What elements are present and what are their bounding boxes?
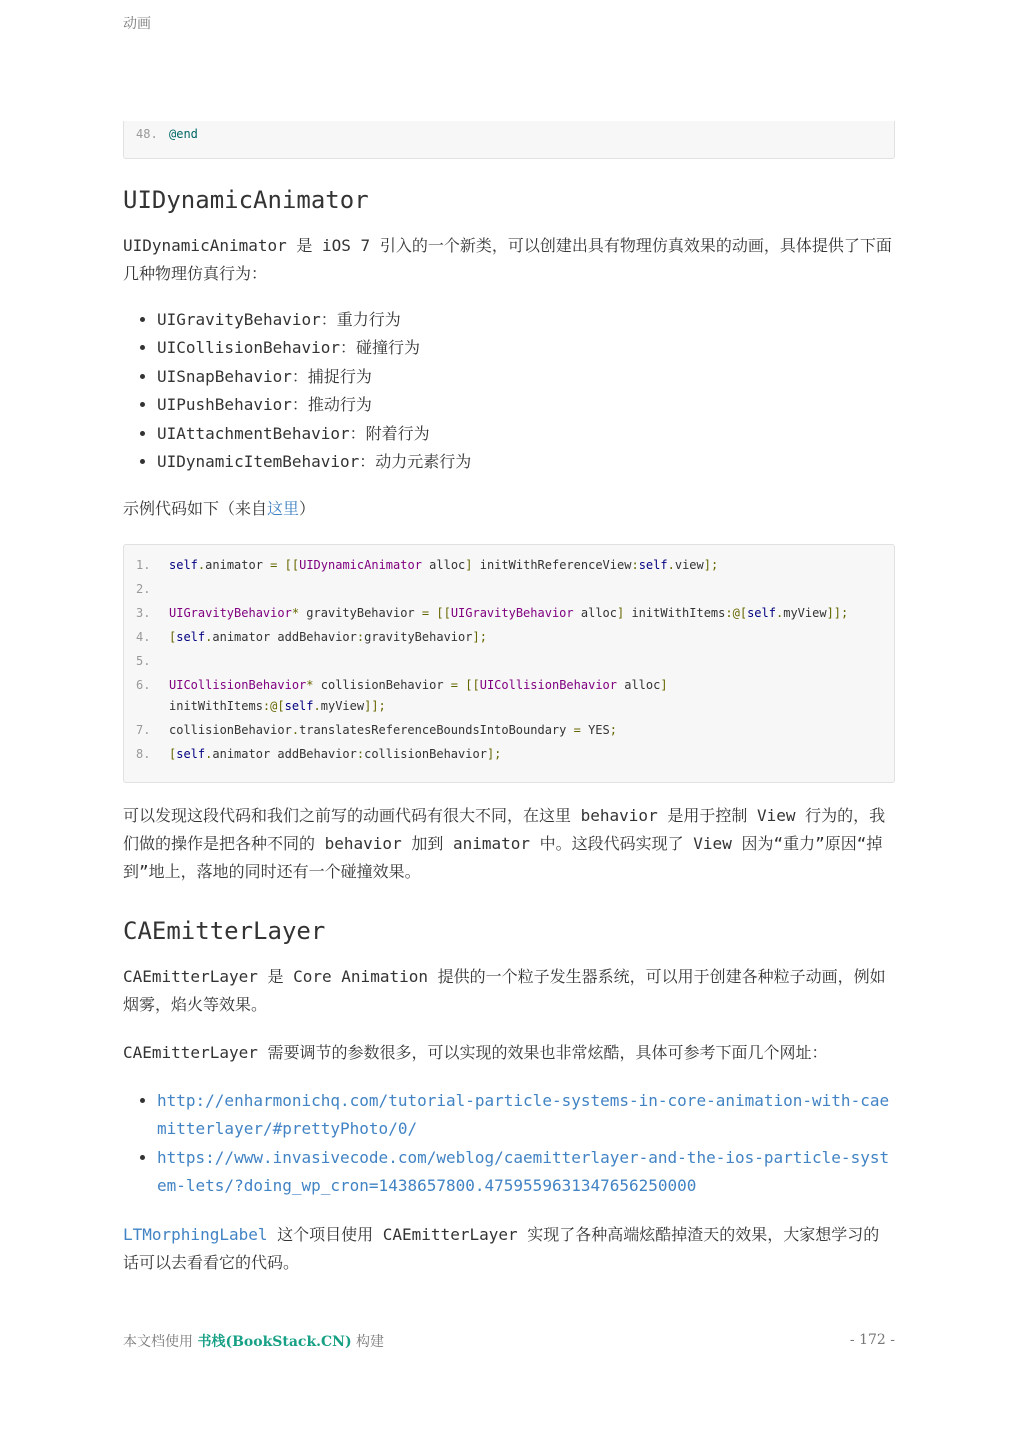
footer-prefix: 本文档使用 xyxy=(123,1334,198,1350)
caemitter-intro-paragraph: CAEmitterLayer 是 Core Animation 提供的一个粒子发生器系统，可以用于创建各种粒子动画，例如烟雾，焰火等效果。 xyxy=(123,966,886,1014)
list-item xyxy=(157,1144,895,1201)
list-item: • UIGravityBehavior：重力行为 xyxy=(157,306,895,334)
reference-link-enharmonichq[interactable]: http://enharmonichq.com/tutorial-particle-systems-in-core-animation-with-caemitterlayer/#prettyPhoto/0/ xyxy=(157,1090,890,1139)
code-block-example xyxy=(123,544,895,783)
project-paragraph xyxy=(123,1221,895,1277)
code-line xyxy=(124,744,894,765)
code-line xyxy=(124,555,894,576)
list-item xyxy=(157,1087,895,1144)
code-line xyxy=(124,675,894,716)
running-header: 动画 xyxy=(123,16,151,32)
caemitter-params-paragraph: CAEmitterLayer 需要调节的参数很多，可以实现的效果也非常炫酷，具体可参考下面几个网址： xyxy=(123,1042,828,1062)
example-paragraph xyxy=(123,495,895,523)
explanation-paragraph: 可以发现这段代码和我们之前写的动画代码有很大不同，在这里 behavior 是用于控制 View 行为的，我们做的操作是把各种不同的 behavior 加到 animator 中。这段代码实现了 View 因为“重力”原因“掉到”地上，落地的同时还有一个碰撞效果。 xyxy=(123,805,886,881)
code-text: UICollisionBehavior* collisionBehavior = [[UICollisionBehavior alloc] initWithItems:@[self.myView]]; xyxy=(169,678,668,713)
code-line xyxy=(124,651,894,672)
bookstack-brand-link[interactable]: 书栈(BookStack.CN) xyxy=(197,1334,352,1350)
intro-paragraph: UIDynamicAnimator 是 iOS 7 引入的一个新类，可以创建出具有物理仿真效果的动画，具体提供了下面几种物理仿真行为： xyxy=(123,236,892,283)
line-number: 8. xyxy=(136,746,151,761)
line-number: 7. xyxy=(136,722,151,737)
code-line xyxy=(124,579,894,600)
code-text xyxy=(169,579,894,600)
code-text xyxy=(169,651,894,672)
example-prefix: 示例代码如下（来自 xyxy=(123,499,268,519)
list-item: • UISnapBehavior：捕捉行为 xyxy=(157,363,895,391)
footer-suffix: 构建 xyxy=(351,1334,385,1350)
line-number: 3. xyxy=(136,606,151,621)
line-number: 48. xyxy=(136,127,158,141)
code-line xyxy=(124,720,894,741)
code-text: UIGravityBehavior* gravityBehavior = [[UIGravityBehavior alloc] initWithItems:@[self.myView]]; xyxy=(169,606,849,621)
list-item: • UIDynamicItemBehavior：动力元素行为 xyxy=(157,448,895,476)
line-number: 6. xyxy=(136,678,151,693)
code-text: self.animator = [[UIDynamicAnimator alloc] initWithReferenceView:self.view]; xyxy=(169,558,719,573)
list-item: • UIAttachmentBehavior：附着行为 xyxy=(157,420,895,448)
project-text: 这个项目使用 CAEmitterLayer 实现了各种高端炫酷掉渣天的效果，大家想学习的话可以去看看它的代码。 xyxy=(123,1224,880,1272)
source-link[interactable]: 这里 xyxy=(267,499,300,519)
code-text: [self.animator addBehavior:collisionBehavior]; xyxy=(169,746,502,761)
line-number: 2. xyxy=(136,582,151,597)
section-heading-caemitterlayer: CAEmitterLayer xyxy=(123,916,326,945)
example-suffix: ） xyxy=(299,499,316,519)
page-number: - 172 - xyxy=(849,1332,895,1348)
behavior-list xyxy=(123,306,895,476)
reference-link-invasivecode[interactable]: https://www.invasivecode.com/weblog/caemitterlayer-and-the-ios-particle-system-lets/?doing_wp_cron=1438657800.4759559631347656250000 xyxy=(157,1147,890,1196)
footer-credit xyxy=(123,1331,384,1351)
code-text: [self.animator addBehavior:gravityBehavior]; xyxy=(169,630,487,645)
code-line xyxy=(124,603,894,624)
code-text: collisionBehavior.translatesReferenceBoundsIntoBoundary = YES; xyxy=(169,722,617,737)
line-number: 4. xyxy=(136,630,151,645)
page-content xyxy=(123,121,895,1277)
code-line xyxy=(124,627,894,648)
line-number: 5. xyxy=(136,654,151,669)
ltmorphinglabel-link[interactable]: LTMorphingLabel xyxy=(123,1224,268,1244)
list-item: • UICollisionBehavior：碰撞行为 xyxy=(157,334,895,362)
code-text: @end xyxy=(169,127,198,141)
code-block-end xyxy=(123,121,895,159)
reference-links-list xyxy=(123,1087,895,1201)
list-item: • UIPushBehavior：推动行为 xyxy=(157,391,895,419)
line-number: 1. xyxy=(136,558,151,573)
code-line xyxy=(124,121,894,145)
section-heading-uidynamicanimator: UIDynamicAnimator xyxy=(123,186,369,214)
